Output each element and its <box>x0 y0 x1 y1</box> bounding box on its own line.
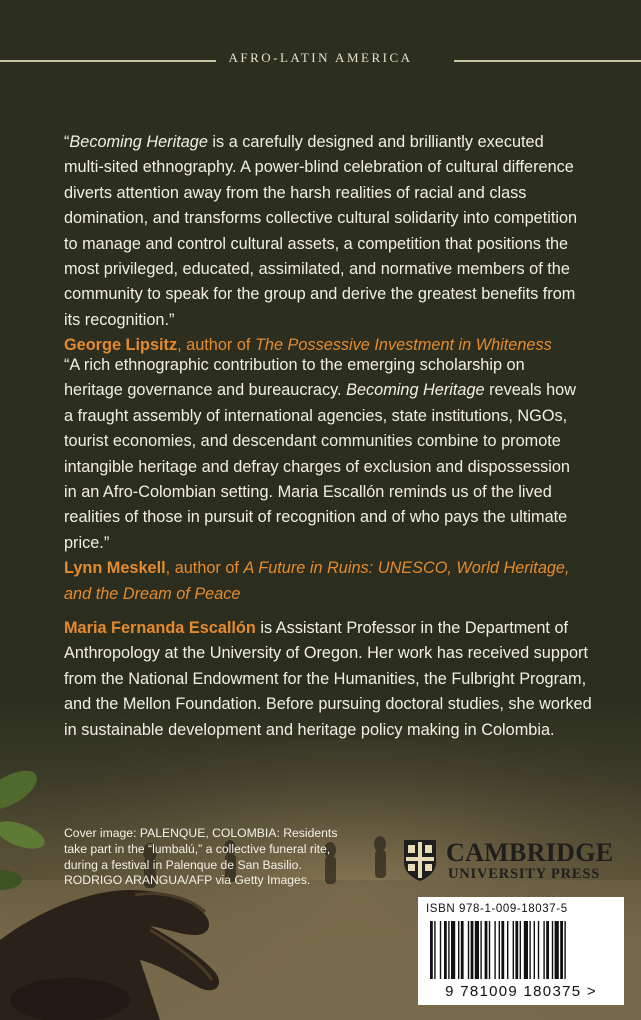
barcode-bar <box>515 921 518 979</box>
barcode-bar <box>499 921 500 979</box>
barcode-bar <box>507 921 508 979</box>
barcode-bar <box>564 921 565 979</box>
barcode-bar <box>529 921 530 979</box>
endorsement-1-text <box>64 130 584 333</box>
publisher-subname: UNIVERSITY PRESS <box>448 866 601 882</box>
barcode-bar <box>534 921 535 979</box>
endorser-name: George Lipsitz <box>64 336 178 355</box>
quote-body-start: “A rich ethnographic contribution to the emerging scholarship on heritage governance and bureaucracy. <box>64 356 525 400</box>
endorser-name: Lynn Meskell <box>64 559 166 578</box>
publisher-name: CAMBRIDGE <box>446 838 614 867</box>
barcode-bar <box>471 921 474 979</box>
barcode-bar <box>485 921 488 979</box>
barcode-bar <box>434 921 435 979</box>
barcode-bar <box>560 921 563 979</box>
barcode-bar <box>555 921 559 979</box>
endorser-book: A Future in Ruins: UNESCO, World Heritage, and the Dream of Peace <box>64 559 570 603</box>
barcode-bar <box>475 921 479 979</box>
barcode-bar <box>520 921 521 979</box>
barcode-bar <box>538 921 539 979</box>
barcode-bar <box>451 921 455 979</box>
cover-credit: Cover image: PALENQUE, COLOMBIA: Residents take part in the “lumbalú,” a collective funeral rite, during a festival in Palenque de San Basilio. RODRIGO ARANGUA/AFP via Getty Images. <box>64 826 338 888</box>
barcode-bar <box>513 921 514 979</box>
arm-shadow <box>10 978 130 1020</box>
barcode <box>418 897 624 1005</box>
barcode-bar <box>524 921 528 979</box>
endorsement-2-attribution <box>64 556 584 607</box>
isbn-label: ISBN 978-1-009-18037-5 <box>426 903 568 915</box>
barcode-bar <box>546 921 549 979</box>
barcode-bars <box>426 921 616 981</box>
barcode-bar <box>501 921 504 979</box>
endorsement-1 <box>64 130 584 359</box>
quote-body: is a carefully designed and brilliantly executed multi-sited ethnography. A power-blind celebration of cultural difference diverts attention away from the harsh realities of racial and class domination, and transforms collective cultural solidarity into competition to manage and control cultural assets, a competition that positions the most privileged, educated, assimilated, and normative members of the community to speak for the group and derive the greatest benefits from its recognition.” <box>64 133 578 329</box>
series-title-text: AFRO-LATIN AMERICA <box>216 50 424 65</box>
author-of: , author of <box>165 559 244 578</box>
barcode-bar <box>444 921 447 979</box>
barcode-bar <box>543 921 544 979</box>
author-bio <box>64 616 594 743</box>
barcode-bar <box>552 921 553 979</box>
author-name: Maria Fernanda Escallón <box>64 619 256 637</box>
book-title: Becoming Heritage <box>346 381 485 400</box>
barcode-bar <box>448 921 449 979</box>
barcode-bar <box>480 921 481 979</box>
barcode-digits: 9 781009 180375 > <box>445 983 597 1000</box>
quote-body-end: reveals how a fraught assembly of international agencies, state institutions, NGOs, tourist economies, and descendant communities combine to promote intangible heritage and defray charges of exclusion and dispossession in an Afro-Colombian setting. Maria Escallón reminds us of the lived realities of those in pursuit of recognition and of who pays the ultimate price.” <box>64 381 576 552</box>
barcode-bar <box>468 921 469 979</box>
endorsement-2 <box>64 353 584 607</box>
barcode-bar <box>430 921 433 979</box>
book-title: Becoming Heritage <box>69 133 208 151</box>
endorser-book: The Possessive Investment in Whiteness <box>254 336 552 355</box>
cambridge-shield-icon <box>402 838 438 882</box>
author-bio-text: is Assistant Professor in the Department of Anthropology at the University of Oregon. Her work has received support from the National Endowment for the Humanities, the Fulbright Program, and the Mellon Foundation. Before pursuing doctoral studies, she worked in sustainable development and heritage policy making in Colombia. <box>64 619 592 739</box>
barcode-bar <box>458 921 459 979</box>
author-of: , author of <box>177 336 255 355</box>
barcode-bar <box>489 921 490 979</box>
publisher-logo <box>402 836 622 886</box>
barcode-bar <box>494 921 495 979</box>
endorsement-2-text <box>64 353 584 556</box>
series-title <box>0 50 641 66</box>
open-quote: “ <box>64 133 70 151</box>
barcode-bar <box>440 921 441 979</box>
barcode-bar <box>461 921 464 979</box>
